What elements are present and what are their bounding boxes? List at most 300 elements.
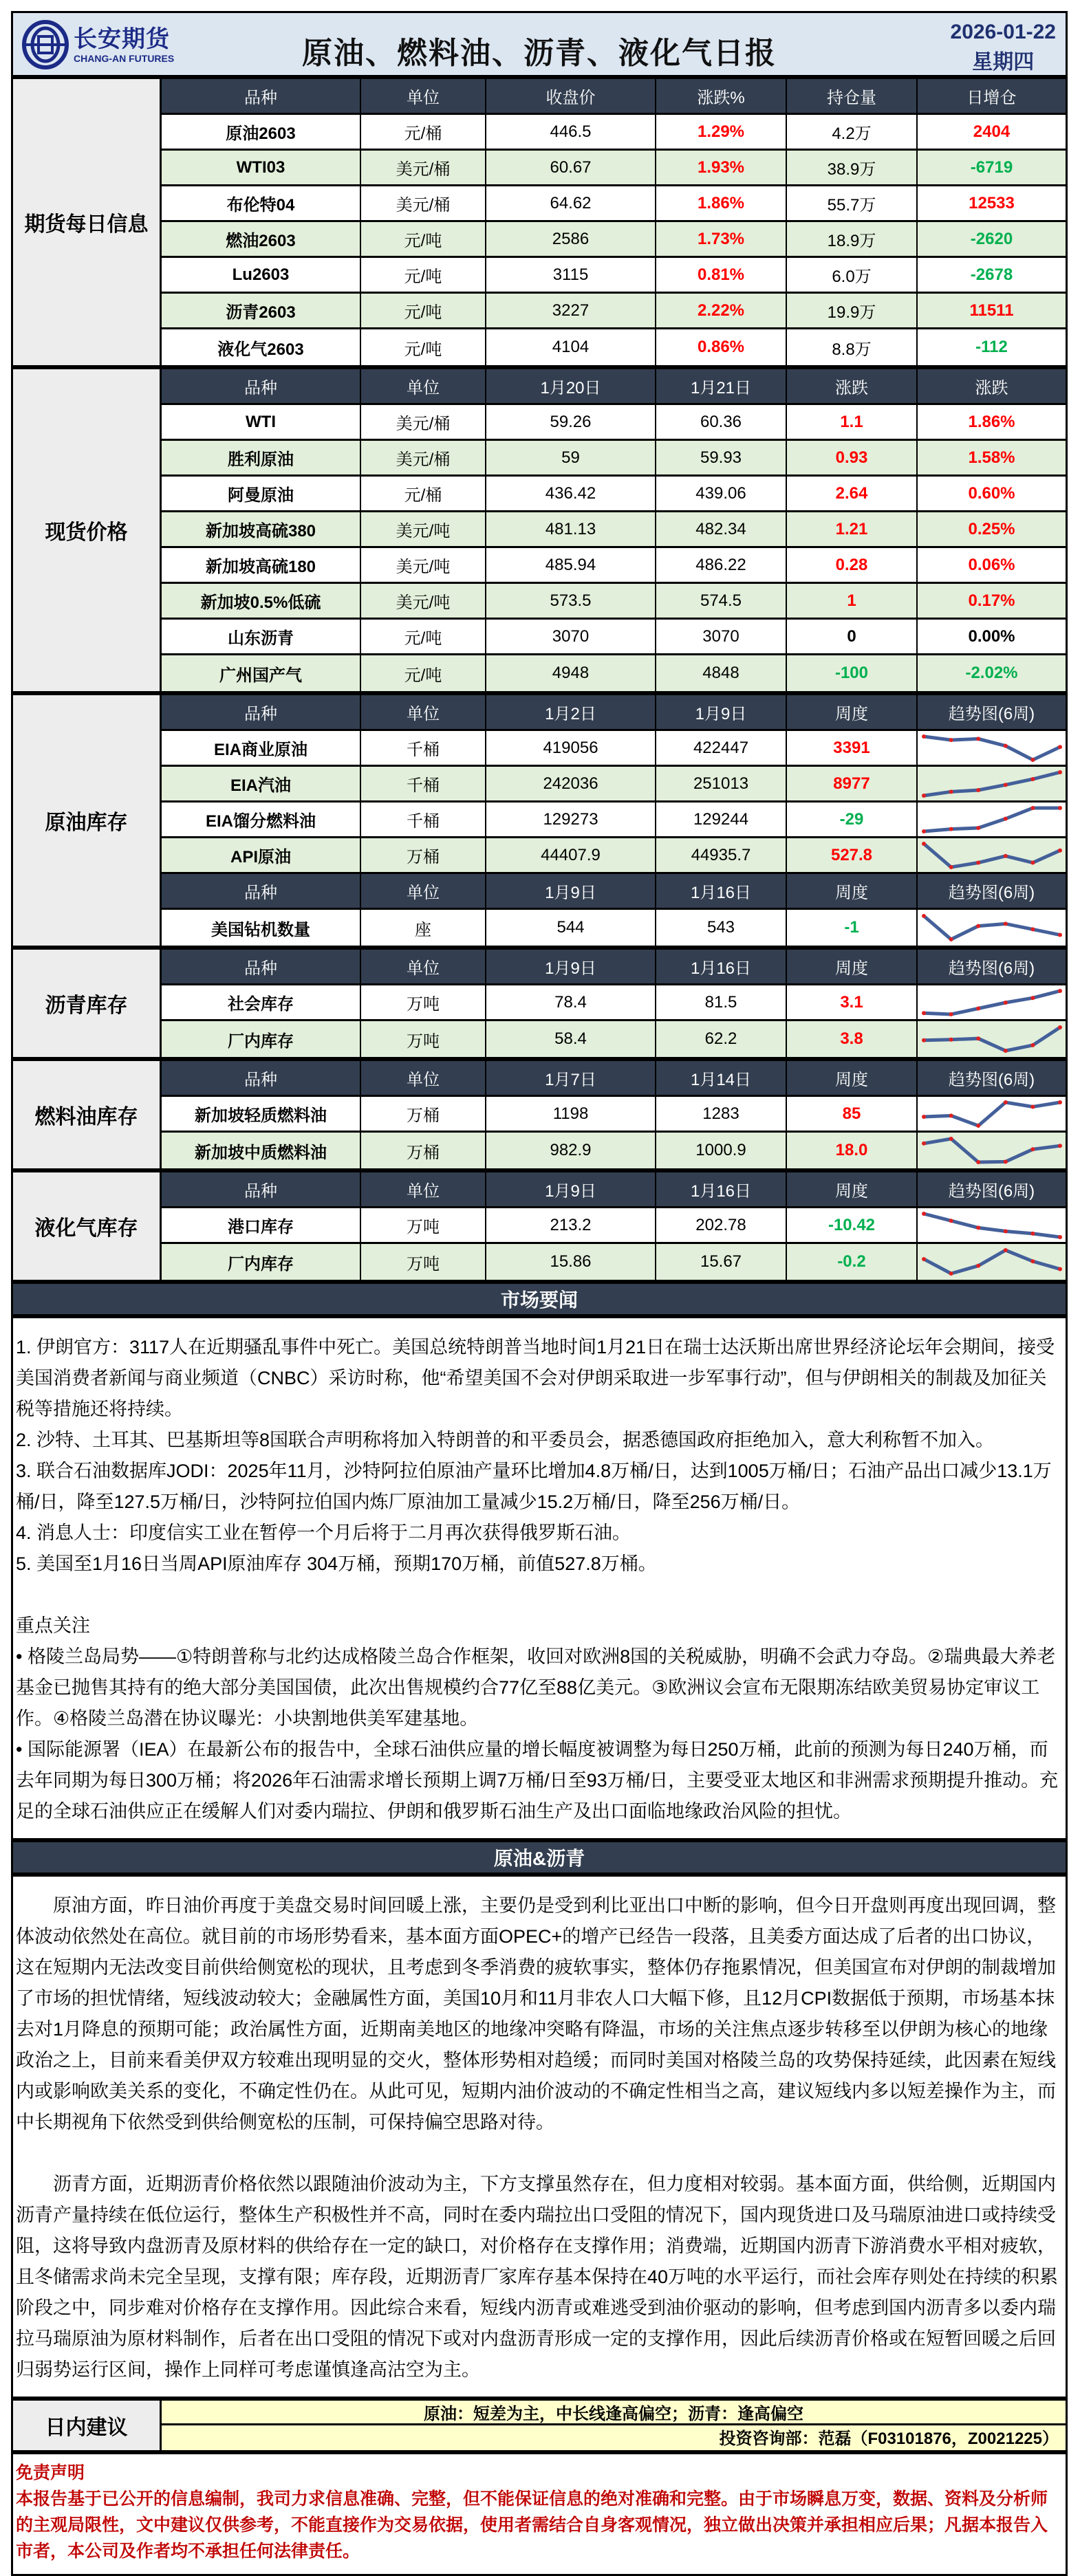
cell-value: 78.4 bbox=[486, 985, 656, 1019]
cell-value: 573.5 bbox=[486, 584, 656, 618]
cell-value: 1.86% bbox=[968, 412, 1015, 431]
trend-point bbox=[1003, 816, 1007, 820]
trend-point bbox=[1030, 1231, 1035, 1235]
cell-value: 64.62 bbox=[486, 186, 656, 220]
cell-value: 3115 bbox=[486, 258, 656, 292]
trend-point bbox=[1030, 927, 1035, 931]
cell-value: 55.7万 bbox=[787, 186, 918, 220]
cell-value: 19.9万 bbox=[787, 294, 918, 327]
table-row bbox=[162, 620, 1066, 655]
cell-value: -10.42 bbox=[787, 1208, 918, 1242]
trend-point bbox=[1030, 758, 1035, 762]
trend-point bbox=[949, 1137, 953, 1141]
cell-value: 419056 bbox=[486, 731, 656, 765]
column-header: 1月9日 bbox=[486, 1172, 656, 1206]
table-row bbox=[162, 1244, 1066, 1280]
news-paragraph: 5. 美国至1月16日当周API原油库存 304万桶，预期170万桶，前值527.8万桶。 bbox=[16, 1553, 657, 1574]
column-header: 持仓量 bbox=[787, 79, 918, 113]
table-row bbox=[162, 838, 1066, 874]
trend-point bbox=[1003, 1159, 1007, 1164]
trend-point bbox=[922, 1011, 926, 1015]
item-name: 阿曼原油 bbox=[162, 477, 361, 510]
trend-point bbox=[949, 827, 953, 831]
table-row bbox=[162, 910, 1066, 946]
item-name: 山东沥青 bbox=[162, 620, 361, 653]
section-body bbox=[162, 695, 1066, 946]
trend-point bbox=[949, 865, 953, 869]
section-1 bbox=[13, 369, 1066, 695]
trend-line bbox=[924, 808, 1060, 831]
cell-value: 4.2万 bbox=[787, 115, 918, 149]
trend-point bbox=[1003, 1229, 1007, 1233]
market-news-heading: 市场要闻 bbox=[13, 1284, 1066, 1318]
cell-value: 482.34 bbox=[656, 512, 787, 546]
section-body bbox=[162, 369, 1066, 691]
trend-point bbox=[1030, 860, 1035, 864]
cell-value: 1.58% bbox=[968, 448, 1015, 467]
column-header: 周度 bbox=[787, 874, 918, 908]
cell-value: 129273 bbox=[486, 803, 656, 836]
advice-text: 原油：短差为主，中长线逢高偏空；沥青：逢高偏空 bbox=[162, 2401, 1066, 2425]
column-header: 趋势图(6周) bbox=[948, 884, 1035, 902]
item-name: 新加坡中质燃料油 bbox=[162, 1133, 361, 1168]
column-header: 周度 bbox=[787, 950, 918, 983]
cell-value: 60.67 bbox=[486, 151, 656, 184]
trend-point bbox=[1003, 1049, 1007, 1053]
cell-value: 1.29% bbox=[656, 115, 787, 149]
cell-value: 0.60% bbox=[968, 483, 1015, 503]
cell-value: 12533 bbox=[969, 193, 1015, 212]
trend-point bbox=[976, 860, 980, 864]
column-header: 1月20日 bbox=[486, 369, 656, 403]
cell-value: 3391 bbox=[787, 731, 918, 765]
cell-value: 万吨 bbox=[361, 1244, 486, 1280]
column-header: 品种 bbox=[162, 874, 361, 908]
trend-sparkline-cell bbox=[918, 1097, 1066, 1131]
news-paragraph: • 国际能源署（IEA）在最新公布的报告中，全球石油供应量的增长幅度被调整为每日250万桶，此前的预测为每日240万桶，而去年同期为每日300万桶；将2026年石油需求增长预期上调7万桶/日至93万桶/日，主要受亚太地区和非洲需求预期提升推动。充足的全球石油供应正在缓解人们对委内瑞拉、伊朗和俄罗斯石油生产及出口面临地缘政治风险的担忧。 bbox=[16, 1739, 1059, 1822]
section-label: 液化气库存 bbox=[13, 1172, 162, 1280]
trend-point bbox=[976, 1124, 980, 1128]
item-name: API原油 bbox=[162, 838, 361, 872]
cell-value: 0.81% bbox=[656, 258, 787, 292]
section-label: 燃料油库存 bbox=[13, 1061, 162, 1168]
column-header: 周度 bbox=[787, 1061, 918, 1095]
cell-value: 38.9万 bbox=[787, 151, 918, 184]
column-header: 品种 bbox=[162, 950, 361, 983]
section-label: 期货每日信息 bbox=[13, 79, 162, 365]
analysis-paragraph: 原油方面，昨日油价再度于美盘交易时间回暖上涨，主要仍是受到利比亚出口中断的影响，但今日开盘则再度出现回调，整体波动依然处在高位。就目前的市场形势看来，基本面方面OPEC+的增产已经告一段落，且美委方面达成了后者的出口协议，这在短期内无法改变目前供给侧宽松的现状，且考虑到冬季消费的疲软事实，整体仍存拖累情况，但美国宣布对伊朗的制裁增加了市场的担忧情绪，短线波动较大；金融属性方面，美国10月和11月非农人口大幅下修，且12月CPI数据低于预期，市场基本抹去对1月降息的预期可能；政治属性方面，近期南美地区的地缘冲突略有降温，市场的关注焦点逐步转移至以伊朗为核心的地缘政治之上，目前来看美伊双方较难出现明显的交火，整体形势相对趋缓；而同时美国对格陵兰岛的攻势保持延续，此因素在短线内或影响欧美关系的变化，不确定性仍在。从此可见，短期内油价波动的不确定性相当之高，建议短线内多以短差操作为主，而中长期视角下依然受到供给侧宽松的压制，可保持偏空思路对待。 bbox=[16, 1895, 1056, 2132]
trend-point bbox=[922, 842, 926, 846]
section-body bbox=[162, 79, 1066, 365]
cell-value: 3070 bbox=[486, 620, 656, 653]
column-header: 品种 bbox=[162, 369, 361, 403]
cell-value: 0.17% bbox=[968, 591, 1015, 610]
cell-value: 3.1 bbox=[787, 985, 918, 1019]
cell-value: 1.21 bbox=[787, 512, 918, 546]
trend-sparkline bbox=[920, 840, 1064, 871]
cell-value: 85 bbox=[787, 1097, 918, 1131]
cell-value: 1.1 bbox=[787, 405, 918, 439]
trend-sparkline-cell bbox=[918, 767, 1066, 800]
cell-value: 1.93% bbox=[656, 151, 787, 184]
trend-point bbox=[1003, 853, 1007, 858]
column-header: 品种 bbox=[162, 1172, 361, 1206]
section-label: 原油库存 bbox=[13, 695, 162, 946]
cell-value: 美元/桶 bbox=[361, 405, 486, 439]
trend-point bbox=[976, 1160, 980, 1164]
cell-value: 1.86% bbox=[656, 186, 787, 220]
cell-value: 8.8万 bbox=[787, 329, 918, 365]
trend-point bbox=[976, 1225, 980, 1230]
cell-value: 4948 bbox=[486, 655, 656, 691]
cell-value: 3070 bbox=[656, 620, 787, 653]
cell-value: 574.5 bbox=[656, 584, 787, 618]
cell-value: 万桶 bbox=[361, 1133, 486, 1168]
trend-sparkline bbox=[920, 987, 1064, 1018]
cell-value: 527.8 bbox=[787, 838, 918, 872]
cell-value: -0.2 bbox=[787, 1244, 918, 1280]
column-header: 品种 bbox=[162, 79, 361, 113]
trend-point bbox=[922, 1212, 926, 1216]
item-name: 燃油2603 bbox=[162, 222, 361, 256]
cell-value: 58.4 bbox=[486, 1021, 656, 1057]
item-name: 厂内库存 bbox=[162, 1244, 361, 1280]
trend-line bbox=[924, 1139, 1060, 1162]
item-name: 新加坡0.5%低硫 bbox=[162, 584, 361, 618]
trend-point bbox=[1058, 1100, 1062, 1104]
cell-value: 千桶 bbox=[361, 803, 486, 836]
cell-value: 60.36 bbox=[656, 405, 787, 439]
report-date-block bbox=[951, 17, 1056, 78]
trend-sparkline-cell bbox=[918, 838, 1066, 872]
trend-point bbox=[1003, 783, 1007, 787]
trend-point bbox=[1058, 933, 1062, 937]
cell-value: 59.93 bbox=[656, 441, 787, 474]
cell-value: 982.9 bbox=[486, 1133, 656, 1168]
cell-value: 18.0 bbox=[787, 1133, 918, 1168]
cell-value: 1000.9 bbox=[656, 1133, 787, 1168]
trend-point bbox=[1030, 1104, 1035, 1109]
table-header-row bbox=[162, 1061, 1066, 1097]
cell-value: 元/桶 bbox=[361, 477, 486, 510]
cell-value: -6719 bbox=[970, 157, 1013, 177]
cell-value: 436.42 bbox=[486, 477, 656, 510]
section-label: 现货价格 bbox=[13, 369, 162, 691]
table-row bbox=[162, 258, 1066, 294]
column-header: 涨跌 bbox=[975, 379, 1008, 397]
trend-sparkline-cell bbox=[918, 1021, 1066, 1057]
cell-value: 481.13 bbox=[486, 512, 656, 546]
cell-value: 元/吨 bbox=[361, 620, 486, 653]
column-header: 品种 bbox=[162, 1061, 361, 1095]
column-header: 单位 bbox=[361, 1172, 486, 1206]
trend-sparkline-cell bbox=[918, 803, 1066, 836]
trend-sparkline-cell bbox=[918, 1208, 1066, 1242]
cell-value: 1283 bbox=[656, 1097, 787, 1131]
column-header: 收盘价 bbox=[486, 79, 656, 113]
trend-point bbox=[922, 1142, 926, 1146]
section-5 bbox=[13, 1172, 1066, 1284]
column-header: 单位 bbox=[361, 79, 486, 113]
column-header: 单位 bbox=[361, 369, 486, 403]
trend-point bbox=[1030, 1147, 1035, 1151]
cell-value: 万吨 bbox=[361, 1021, 486, 1057]
cell-value: -112 bbox=[975, 338, 1008, 356]
item-name: 港口库存 bbox=[162, 1208, 361, 1242]
disclaimer-text: 本报告基于已公开的信息编制，我司力求信息准确、完整，但不能保证信息的绝对准确和完整。由于市场瞬息万变，数据、资料及分析师的主观局限性，文中建议仅供参考，不能直接作为交易依据，使用者需结合自身客观情况，独立做出决策并承担相应后果；凡据本报告入市者，本公司及作者均不承担任何法律责任。 bbox=[16, 2489, 1048, 2561]
trend-point bbox=[949, 738, 953, 742]
cell-value: 2404 bbox=[973, 122, 1011, 141]
trend-sparkline bbox=[920, 768, 1064, 800]
item-name: EIA汽油 bbox=[162, 767, 361, 800]
table-row bbox=[162, 767, 1066, 803]
logo-name-en: CHANG-AN FUTURES bbox=[74, 53, 175, 64]
table-row bbox=[162, 731, 1066, 767]
report-header bbox=[13, 13, 1066, 79]
report-title: 原油、燃料油、沥青、液化气日报 bbox=[302, 36, 777, 70]
cell-value: 2.64 bbox=[787, 477, 918, 510]
trend-point bbox=[976, 1006, 980, 1010]
column-header: 1月7日 bbox=[486, 1061, 656, 1095]
table-row bbox=[162, 548, 1066, 584]
cell-value: -2.02% bbox=[965, 664, 1018, 682]
trend-point bbox=[949, 1113, 953, 1117]
cell-value: 6.0万 bbox=[787, 258, 918, 292]
column-header: 趋势图(6周) bbox=[948, 1071, 1035, 1089]
column-header: 单位 bbox=[361, 1061, 486, 1095]
table-header-row bbox=[162, 79, 1066, 115]
advice-label: 日内建议 bbox=[13, 2401, 162, 2450]
trend-point bbox=[1030, 777, 1035, 781]
trend-line bbox=[924, 1102, 1060, 1126]
trend-point bbox=[922, 1115, 926, 1119]
trend-point bbox=[922, 1038, 926, 1043]
cell-value: 544 bbox=[486, 910, 656, 946]
column-header: 周度 bbox=[787, 695, 918, 729]
column-header: 涨跌 bbox=[787, 369, 918, 403]
column-header: 涨跌% bbox=[656, 79, 787, 113]
trend-sparkline bbox=[920, 1246, 1064, 1278]
trend-point bbox=[922, 829, 926, 833]
column-header: 1月14日 bbox=[656, 1061, 787, 1095]
cell-value: 3227 bbox=[486, 294, 656, 327]
section-body bbox=[162, 950, 1066, 1057]
trend-sparkline bbox=[920, 1098, 1064, 1130]
trend-point bbox=[1003, 1248, 1007, 1252]
trend-point bbox=[1058, 806, 1062, 810]
news-paragraph bbox=[16, 1580, 1063, 1611]
disclaimer bbox=[13, 2454, 1066, 2574]
cell-value: -29 bbox=[787, 803, 918, 836]
trend-point bbox=[1058, 1235, 1062, 1239]
trend-point bbox=[1003, 1100, 1007, 1104]
trend-point bbox=[949, 1271, 953, 1276]
trend-point bbox=[976, 736, 980, 741]
daily-report bbox=[11, 11, 1068, 2576]
table-header-row bbox=[162, 874, 1066, 910]
cell-value: 美元/吨 bbox=[361, 512, 486, 546]
section-body bbox=[162, 1172, 1066, 1280]
cell-value: 0.86% bbox=[656, 329, 787, 365]
column-header: 日增仓 bbox=[966, 89, 1017, 107]
item-name: 美国钻机数量 bbox=[162, 910, 361, 946]
cell-value: 81.5 bbox=[656, 985, 787, 1019]
cell-value: 1198 bbox=[486, 1097, 656, 1131]
cell-value: 543 bbox=[656, 910, 787, 946]
section-body bbox=[162, 1061, 1066, 1168]
trend-point bbox=[1030, 1259, 1035, 1263]
cell-value: 美元/桶 bbox=[361, 441, 486, 474]
trend-point bbox=[976, 826, 980, 830]
report-date: 2026-01-22 bbox=[950, 21, 1056, 43]
trend-point bbox=[1003, 1001, 1007, 1005]
cell-value: 59.26 bbox=[486, 405, 656, 439]
trend-point bbox=[1058, 989, 1062, 993]
report-weekday: 星期四 bbox=[972, 51, 1035, 74]
trend-line bbox=[924, 844, 1060, 867]
column-header: 趋势图(6周) bbox=[948, 705, 1035, 723]
table-row bbox=[162, 294, 1066, 329]
table-header-row bbox=[162, 1172, 1066, 1208]
table-row bbox=[162, 584, 1066, 620]
cell-value: -2620 bbox=[970, 229, 1013, 248]
table-row bbox=[162, 329, 1066, 365]
column-header: 1月16日 bbox=[656, 950, 787, 983]
news-paragraph: 3. 联合石油数据库JODI：2025年11月，沙特阿拉伯原油产量环比增加4.8万桶/日，达到1005万桶/日；石油产品出口减少13.1万桶/日，降至127.5万桶/日，沙特阿拉伯国内炼厂原油加工量减少15.2万桶/日，降至256万桶/日。 bbox=[16, 1461, 1052, 1512]
cell-value: 15.67 bbox=[656, 1244, 787, 1280]
column-header: 1月9日 bbox=[656, 695, 787, 729]
trend-point bbox=[1003, 743, 1007, 747]
analysis-heading: 原油&沥青 bbox=[13, 1842, 1066, 1877]
item-name: 社会库存 bbox=[162, 985, 361, 1019]
trend-sparkline-cell bbox=[918, 1133, 1066, 1168]
trend-sparkline bbox=[920, 912, 1064, 943]
trend-sparkline bbox=[920, 732, 1064, 764]
table-row bbox=[162, 115, 1066, 151]
cell-value: 44935.7 bbox=[656, 838, 787, 872]
cell-value: 0.28 bbox=[787, 548, 918, 582]
item-name: Lu2603 bbox=[162, 258, 361, 292]
cell-value: 129244 bbox=[656, 803, 787, 836]
trend-point bbox=[1058, 1144, 1062, 1148]
trend-point bbox=[949, 789, 953, 794]
news-paragraph: 1. 伊朗官方：3117人在近期骚乱事件中死亡。美国总统特朗普当地时间1月21日在瑞士达沃斯出席世界经济论坛年会期间，接受美国消费者新闻与商业频道（CNBC）采访时称，他“希望美国不会对伊朗采取进一步军事行动”，但与伊朗相关的制裁及加征关税等措施还将持续。 bbox=[16, 1337, 1055, 1419]
table-row bbox=[162, 1097, 1066, 1133]
news-paragraph: • 格陵兰岛局势——①特朗普称与北约达成格陵兰岛合作框架，收回对欧洲8国的关税威胁，明确不会武力夺岛。②瑞典最大养老基金已抛售其持有的绝大部分美国国债，此次出售规模约合77亿至88亿美元。③欧洲议会宣布无限期冻结欧美贸易协定审议工作。④格陵兰岛潜在协议曝光：小块割地供美军建基地。 bbox=[16, 1646, 1056, 1729]
cell-value: 元/吨 bbox=[361, 329, 486, 365]
trend-line bbox=[924, 736, 1060, 760]
column-header: 品种 bbox=[162, 695, 361, 729]
column-header: 1月21日 bbox=[656, 369, 787, 403]
item-name: 液化气2603 bbox=[162, 329, 361, 365]
cell-value: 元/吨 bbox=[361, 258, 486, 292]
disclaimer-title: 免责声明 bbox=[16, 2463, 85, 2482]
trend-point bbox=[1030, 806, 1035, 810]
trend-point bbox=[1030, 1043, 1035, 1047]
trend-sparkline bbox=[920, 1210, 1064, 1241]
trend-point bbox=[976, 1264, 980, 1268]
column-header: 趋势图(6周) bbox=[948, 959, 1035, 978]
table-row bbox=[162, 186, 1066, 222]
cell-value: 座 bbox=[361, 910, 486, 946]
advice-author: 投资咨询部：范磊（F03101876，Z0021225） bbox=[719, 2430, 1059, 2448]
table-row bbox=[162, 151, 1066, 186]
cell-value: 1 bbox=[787, 584, 918, 618]
item-name: 新加坡高硫180 bbox=[162, 548, 361, 582]
column-header: 1月2日 bbox=[486, 695, 656, 729]
trend-sparkline-cell bbox=[918, 1244, 1066, 1280]
table-row bbox=[162, 477, 1066, 512]
item-name: WTI bbox=[162, 405, 361, 439]
cell-value: 62.2 bbox=[656, 1021, 787, 1057]
table-row bbox=[162, 985, 1066, 1021]
trend-line bbox=[924, 1027, 1060, 1051]
cell-value: 1.73% bbox=[656, 222, 787, 256]
cell-value: 元/桶 bbox=[361, 115, 486, 149]
table-row bbox=[162, 655, 1066, 691]
cell-value: 242036 bbox=[486, 767, 656, 800]
data-tables bbox=[13, 79, 1066, 1284]
trend-point bbox=[1030, 996, 1035, 1000]
cell-value: 2586 bbox=[486, 222, 656, 256]
cell-value: 8977 bbox=[787, 767, 918, 800]
cell-value: 486.22 bbox=[656, 548, 787, 582]
table-row bbox=[162, 405, 1066, 441]
cell-value: 44407.9 bbox=[486, 838, 656, 872]
cell-value: 元/吨 bbox=[361, 655, 486, 691]
column-header: 趋势图(6周) bbox=[948, 1182, 1035, 1201]
column-header: 单位 bbox=[361, 950, 486, 983]
column-header: 单位 bbox=[361, 695, 486, 729]
cell-value: 万吨 bbox=[361, 985, 486, 1019]
item-name: 布伦特04 bbox=[162, 186, 361, 220]
cell-value: 0.06% bbox=[968, 555, 1015, 574]
trend-point bbox=[922, 794, 926, 798]
trend-line bbox=[924, 991, 1060, 1014]
trend-sparkline-cell bbox=[918, 731, 1066, 765]
cell-value: 元/吨 bbox=[361, 222, 486, 256]
table-header-row bbox=[162, 369, 1066, 405]
cell-value: 美元/桶 bbox=[361, 186, 486, 220]
trend-line bbox=[924, 1214, 1060, 1237]
analysis-body bbox=[13, 1877, 1066, 2401]
cell-value: 千桶 bbox=[361, 767, 486, 800]
cell-value: 万桶 bbox=[361, 838, 486, 872]
table-row bbox=[162, 803, 1066, 838]
table-row bbox=[162, 512, 1066, 548]
cell-value: 万吨 bbox=[361, 1208, 486, 1242]
trend-line bbox=[924, 772, 1060, 796]
cell-value: 0.93 bbox=[787, 441, 918, 474]
section-4 bbox=[13, 1061, 1066, 1172]
trend-line bbox=[924, 1250, 1060, 1274]
trend-point bbox=[1058, 770, 1062, 774]
table-row bbox=[162, 1021, 1066, 1057]
cell-value: 千桶 bbox=[361, 731, 486, 765]
cell-value: 439.06 bbox=[656, 477, 787, 510]
section-3 bbox=[13, 950, 1066, 1061]
cell-value: -100 bbox=[787, 655, 918, 691]
cell-value: 202.78 bbox=[656, 1208, 787, 1242]
cell-value: 0 bbox=[787, 620, 918, 653]
cell-value: 美元/吨 bbox=[361, 548, 486, 582]
item-name: EIA商业原油 bbox=[162, 731, 361, 765]
cell-value: 元/吨 bbox=[361, 294, 486, 327]
market-news-body bbox=[13, 1318, 1066, 1842]
table-header-row bbox=[162, 950, 1066, 985]
section-label: 沥青库存 bbox=[13, 950, 162, 1057]
cell-value: 4848 bbox=[656, 655, 787, 691]
